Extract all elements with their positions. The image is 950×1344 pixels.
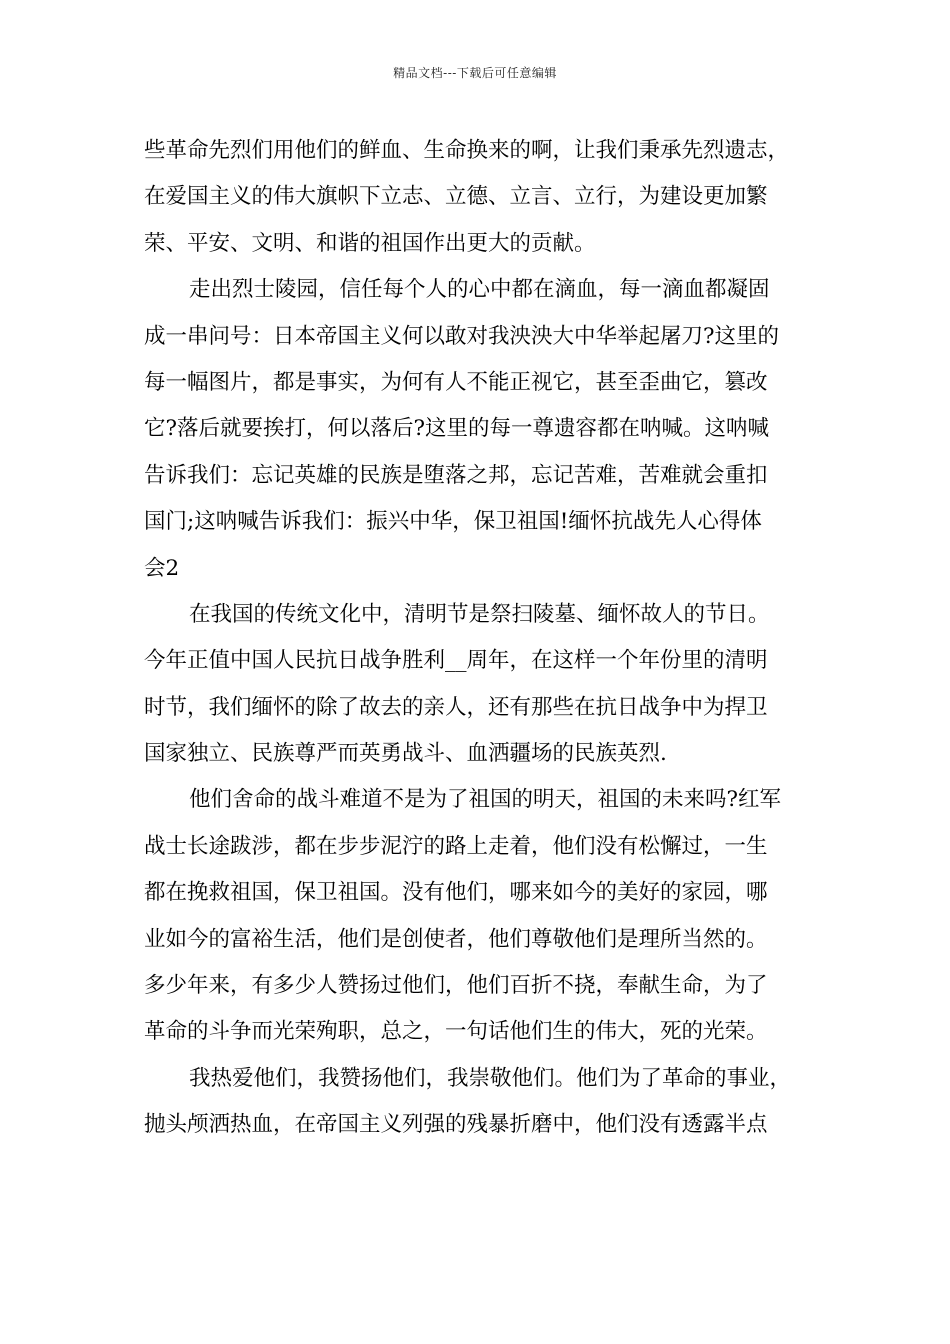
text-line: 多少年来，有多少人赞扬过他们，他们百折不挠，奉献生命，为了 bbox=[144, 973, 768, 999]
text-line: 荣、平安、文明、和谐的祖国作出更大的贡献。 bbox=[144, 230, 596, 256]
text-line: 走出烈士陵园，信任每个人的心中都在滴血，每一滴血都凝固 bbox=[189, 277, 770, 303]
text-line: 抛头颅洒热血，在帝国主义列强的残暴折磨中，他们没有透露半点 bbox=[144, 1112, 768, 1138]
text-line: 我热爱他们，我赞扬他们，我崇敬他们。他们为了革命的事业， bbox=[189, 1065, 792, 1091]
text-line: 告诉我们：忘记英雄的民族是堕落之邦，忘记苦难，苦难就会重扣 bbox=[144, 462, 768, 488]
text-line: 时节，我们缅怀的除了故去的亲人，还有那些在抗日战争中为捍卫 bbox=[144, 694, 768, 720]
page-header: 精品文档---下载后可任意编辑 bbox=[393, 66, 557, 80]
text-line: 些革命先烈们用他们的鲜血、生命换来的啊，让我们秉承先烈遗志， bbox=[144, 138, 790, 163]
text-line: 他们舍命的战斗难道不是为了祖国的明天，祖国的未来吗?红军 bbox=[189, 787, 782, 813]
text-line: 都在挽救祖国，保卫祖国。没有他们，哪来如今的美好的家园，哪 bbox=[144, 880, 768, 906]
text-line: 国家独立、民族尊严而英勇战斗、血洒疆场的民族英烈. bbox=[144, 741, 667, 767]
text-line: 会2 bbox=[144, 555, 180, 581]
text-line: 成一串问号：日本帝国主义何以敢对我泱泱大中华举起屠刀?这里的 bbox=[144, 323, 780, 349]
text-line: 战士长途跋涉，都在步步泥泞的路上走着，他们没有松懈过，一生 bbox=[144, 833, 768, 859]
text-line: 在爱国主义的伟大旗帜下立志、立德、立言、立行，为建设更加繁 bbox=[144, 184, 768, 210]
text-line: 国门;这呐喊告诉我们：振兴中华，保卫祖国!缅怀抗战先人心得体 bbox=[144, 509, 762, 535]
text-line: 在我国的传统文化中，清明节是祭扫陵墓、缅怀故人的节日。 bbox=[189, 601, 770, 627]
text-line: 革命的斗争而光荣殉职，总之，一句话他们生的伟大，死的光荣。 bbox=[144, 1019, 768, 1045]
text-line: 它?落后就要挨打，何以落后?这里的每一尊遗容都在呐喊。这呐喊 bbox=[144, 416, 770, 442]
text-line: 业如今的富裕生活，他们是创使者，他们尊敬他们是理所当然的。 bbox=[144, 926, 768, 952]
text-line: 今年正值中国人民抗日战争胜利__周年，在这样一个年份里的清明 bbox=[144, 648, 768, 674]
text-line: 每一幅图片，都是事实，为何有人不能正视它，甚至歪曲它，篡改 bbox=[144, 369, 768, 395]
document-body bbox=[144, 128, 832, 1149]
